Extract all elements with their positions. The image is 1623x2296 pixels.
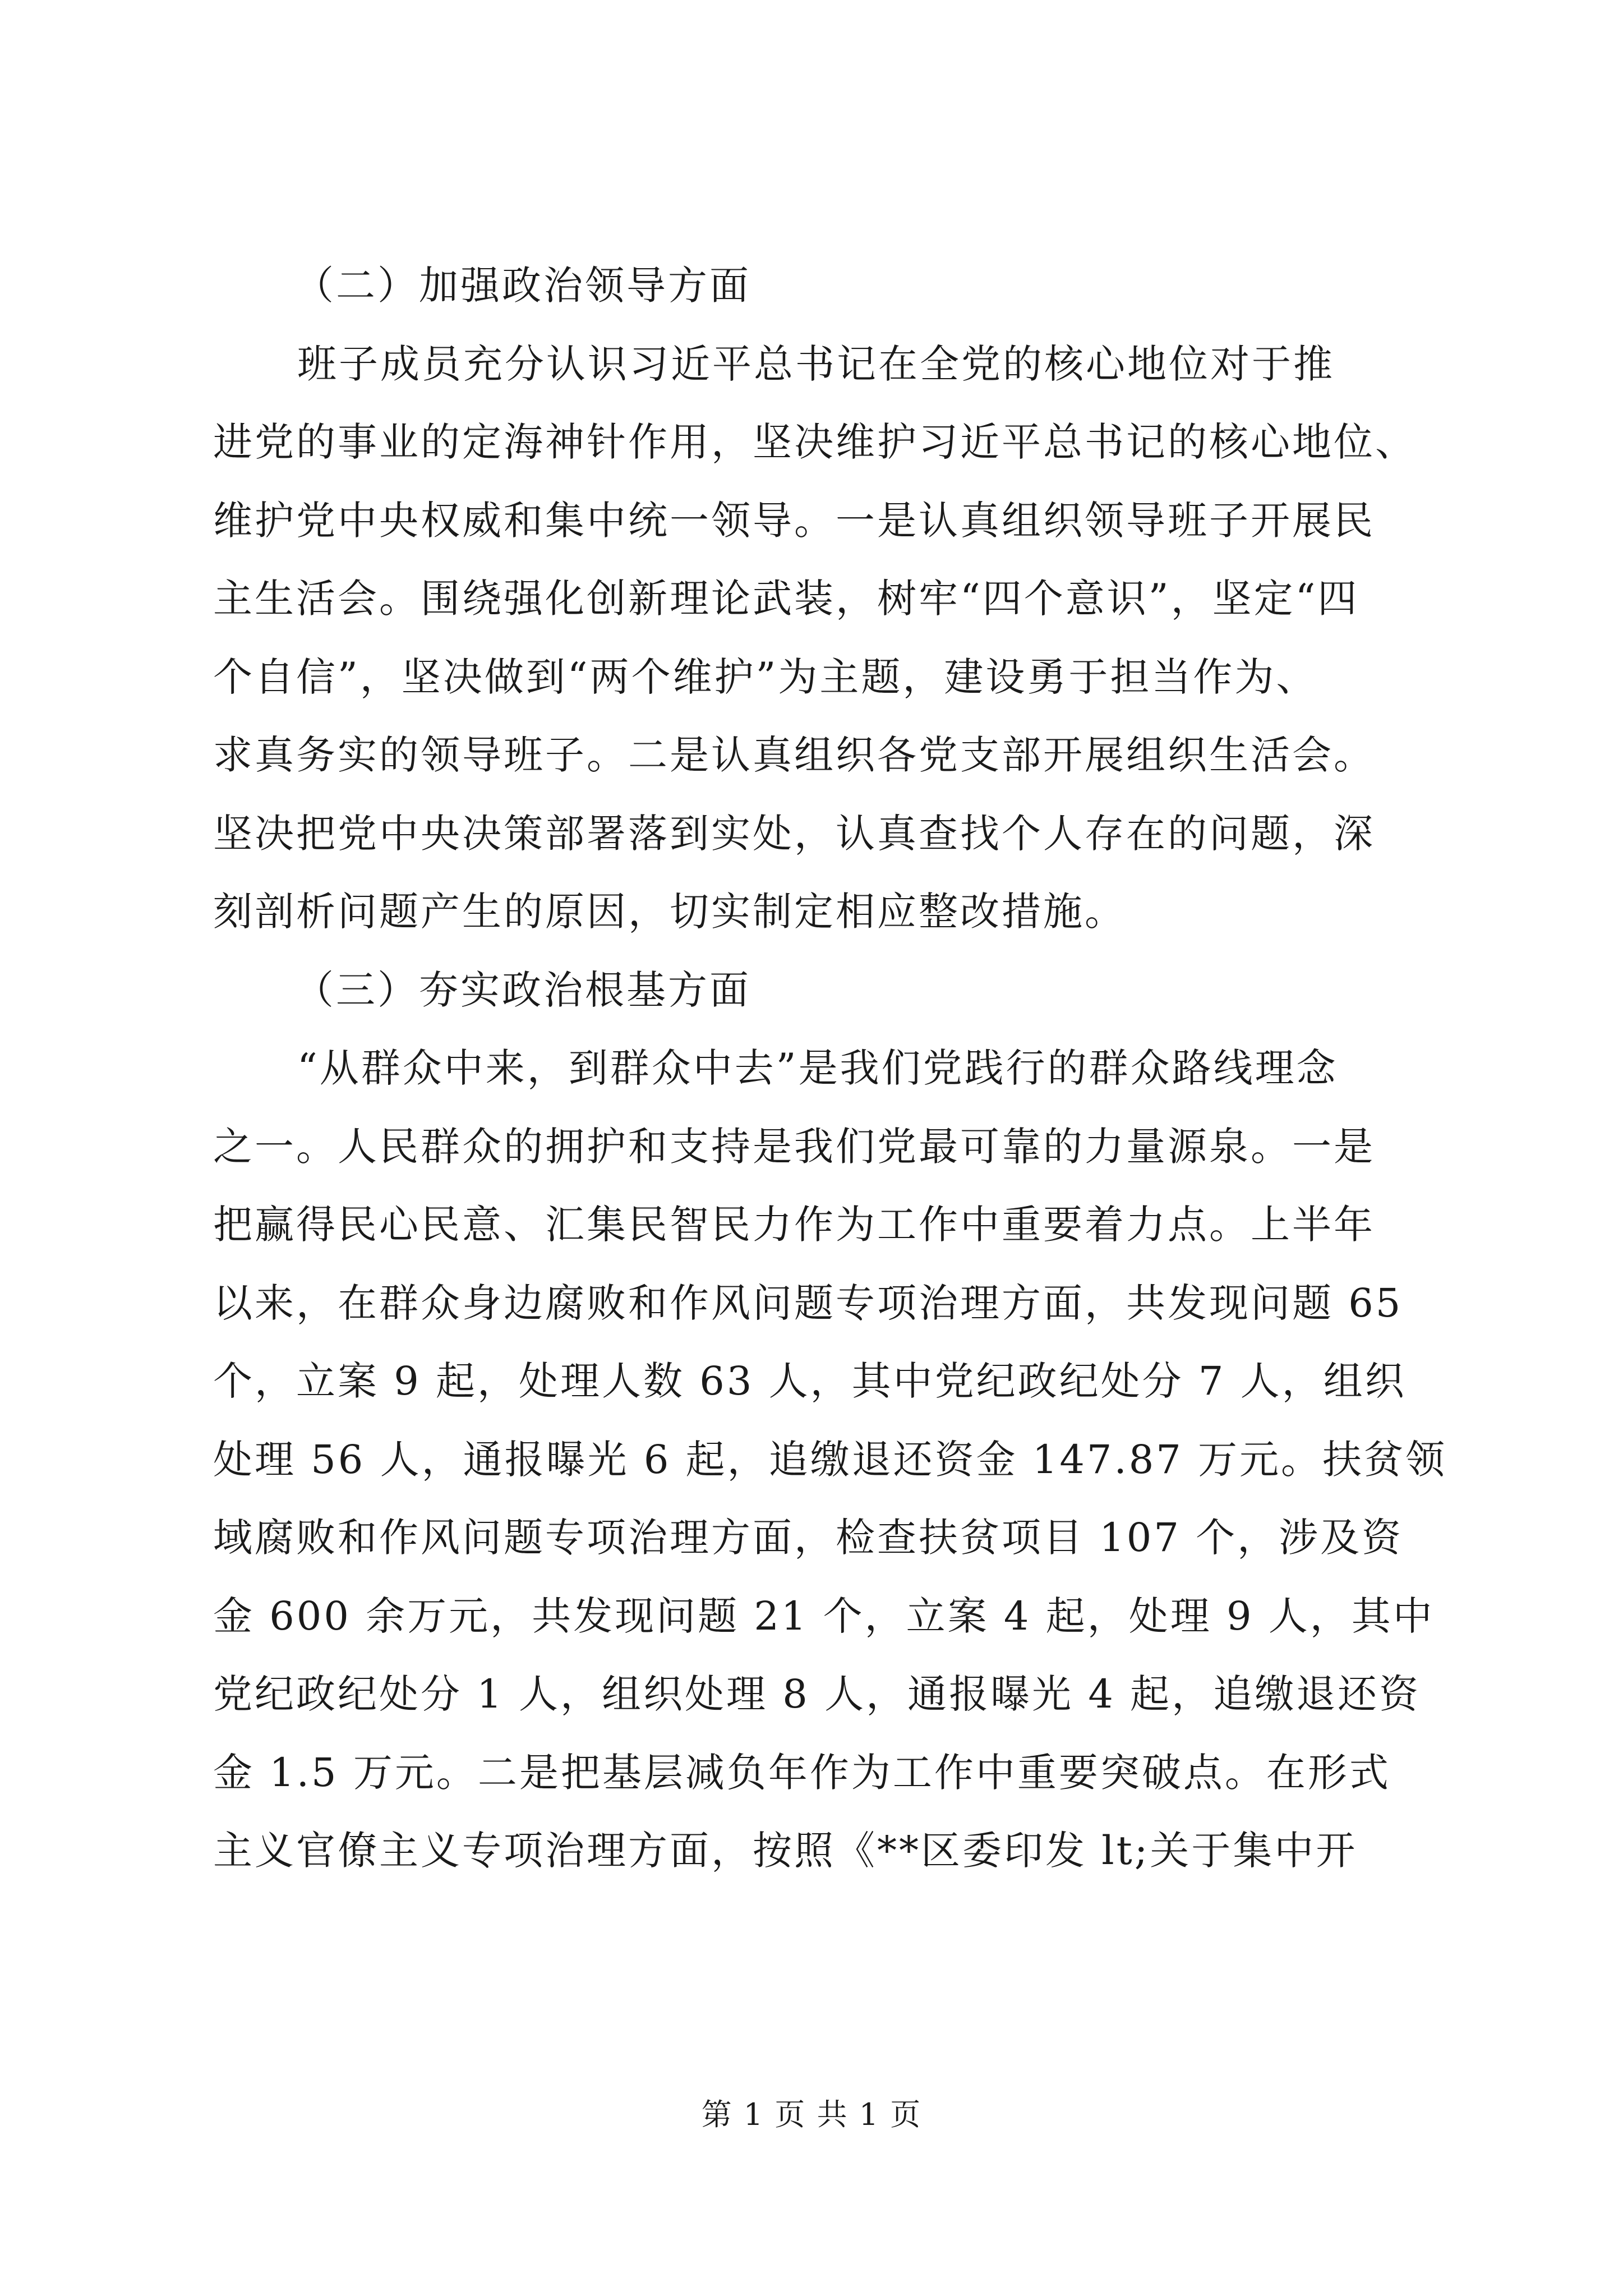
paragraph-line: 个，立案 9 起，处理人数 63 人，其中党纪政纪处分 7 人，组织 — [213, 1358, 1407, 1404]
paragraph-line: 处理 56 人，通报曝光 6 起，追缴退还资金 147.87 万元。扶贫领 — [213, 1436, 1447, 1483]
paragraph-line: 主义官僚主义专项治理方面，按照《**区委印发 lt;关于集中开 — [213, 1828, 1358, 1874]
paragraph-line: 进党的事业的定海神针作用，坚决维护习近平总书记的核心地位、 — [213, 419, 1417, 465]
document-body — [213, 247, 1447, 1890]
paragraph-line: 把赢得民心民意、汇集民智民力作为工作中重要着力点。上半年 — [213, 1202, 1375, 1248]
section-heading-2: （二）加强政治领导方面 — [294, 263, 751, 309]
paragraph-line: 班子成员充分认识习近平总书记在全党的核心地位对于推 — [297, 341, 1335, 387]
paragraph-line: 之一。人民群众的拥护和支持是我们党最可靠的力量源泉。一是 — [213, 1123, 1375, 1170]
paragraph-line: 党纪政纪处分 1 人，组织处理 8 人，通报曝光 4 起，追缴退还资 — [213, 1671, 1421, 1717]
paragraph-line: 求真务实的领导班子。二是认真组织各党支部开展组织生活会。 — [213, 732, 1375, 778]
paragraph-line: 坚决把党中央决策部署落到实处，认真查找个人存在的问题，深 — [213, 810, 1375, 857]
paragraph-line: 以来，在群众身边腐败和作风问题专项治理方面，共发现问题 65 — [213, 1280, 1403, 1326]
paragraph-line: 维护党中央权威和集中统一领导。一是认真组织领导班子开展民 — [213, 497, 1375, 544]
paragraph-line: 个自信”，坚决做到“两个维护”为主题，建设勇于担当作为、 — [213, 654, 1318, 700]
paragraph-line: 金 1.5 万元。二是把基层减负年作为工作中重要突破点。在形式 — [213, 1749, 1391, 1796]
paragraph-line: 域腐败和作风问题专项治理方面，检查扶贫项目 107 个，涉及资 — [213, 1515, 1404, 1561]
paragraph-line: 刻剖析问题产生的原因，切实制定相应整改措施。 — [213, 889, 1126, 935]
page-footer: 第 1 页 共 1 页 — [701, 2097, 922, 2132]
section-heading-3: （三）夯实政治根基方面 — [294, 967, 751, 1013]
paragraph-line: 金 600 余万元，共发现问题 21 个，立案 4 起，处理 9 人，其中 — [213, 1593, 1435, 1639]
paragraph-line: 主生活会。围绕强化创新理论武装，树牢“四个意识”，坚定“四 — [213, 576, 1359, 622]
paragraph-line: “从群众中来，到群众中去”是我们党践行的群众路线理念 — [297, 1045, 1338, 1091]
